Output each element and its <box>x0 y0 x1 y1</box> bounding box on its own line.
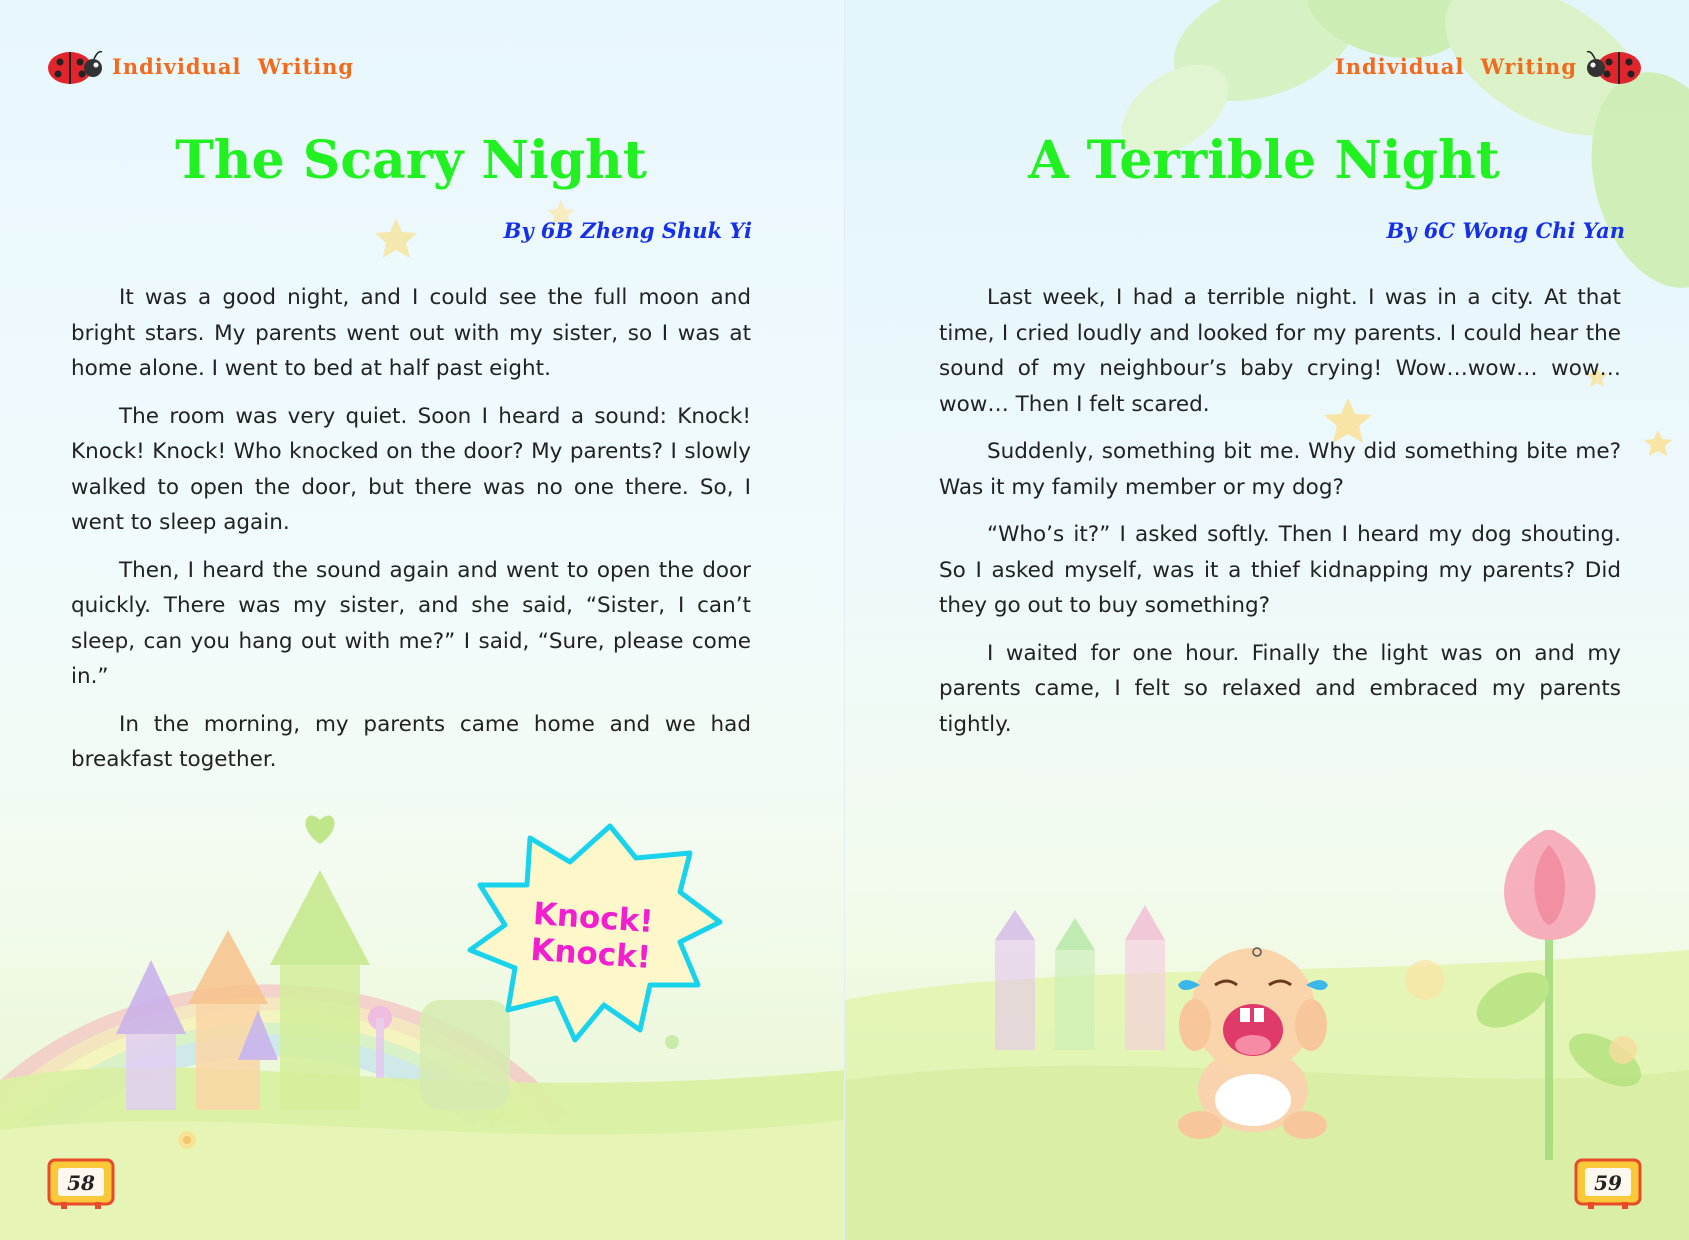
story-paragraph: I waited for one hour. Finally the light was on and my parents came, I felt so relaxed and embraced my parents tightly. <box>939 640 1621 737</box>
story-paragraph: Then, I heard the sound again and went to open the door quickly. There was my sister, and she said, “Sister, I can’t sleep, can you hang out with me?” I said, “Sure, please come in.” <box>71 557 751 689</box>
story-paragraph: Suddenly, something bit me. Why did something bite me? Was it my family member or my dog? <box>939 439 1621 500</box>
page-number: 58 <box>67 1171 95 1195</box>
section-header <box>46 46 354 86</box>
section-header <box>1335 46 1643 86</box>
ladybug-icon <box>46 46 104 86</box>
story-paragraph: In the morning, my parents came home and we had breakfast together. <box>71 711 751 772</box>
page-right <box>845 0 1689 1240</box>
section-header-label: Individual Writing <box>1334 53 1577 79</box>
page-number-tag <box>1574 1156 1642 1210</box>
page-title: The Scary Night <box>175 130 647 191</box>
story-paragraph: It was a good night, and I could see the full moon and bright stars. My parents went out with my sister, so I was at home alone. I went to bed at half past eight. <box>71 285 751 381</box>
story-body <box>71 280 751 790</box>
knock-burst-line: Knock! <box>531 895 655 941</box>
knock-burst-text <box>460 891 724 981</box>
page-number-tag <box>47 1156 115 1210</box>
castle-illustration <box>116 816 510 1110</box>
page-number: 59 <box>1594 1171 1622 1195</box>
story-paragraph: Last week, I had a terrible night. I was in a city. At that time, I cried loudly and looked for my parents. I could hear the sound of my neighbour’s baby crying! Wow…wow… wow…wow… Then I felt scared. <box>939 285 1621 417</box>
story-paragraph: The room was very quiet. Soon I heard a sound: Knock! Knock! Knock! Who knocked on the door? My parents? I slowly walked to open the door, but there was no one there. So, I went to sleep again. <box>71 403 751 535</box>
page-title: A Terrible Night <box>1028 130 1500 191</box>
author-byline: By 6C Wong Chi Yan <box>1386 218 1625 243</box>
knock-burst-line: Knock! <box>529 931 653 977</box>
section-header-label: Individual Writing <box>112 53 355 79</box>
ladybug-icon <box>1585 46 1643 86</box>
story-body <box>939 280 1621 754</box>
crayon-illustration <box>995 905 1165 1050</box>
knock-burst <box>462 820 722 1040</box>
author-byline: By 6B Zheng Shuk Yi <box>503 218 752 243</box>
star-icon <box>375 218 417 258</box>
story-paragraph: “Who’s it?” I asked softly. Then I heard my dog shouting. So I asked myself, was it a thief kidnapping my parents? Did they go out to buy something? <box>939 522 1621 618</box>
flower-illustration <box>178 1131 196 1149</box>
star-icon <box>1644 430 1672 456</box>
